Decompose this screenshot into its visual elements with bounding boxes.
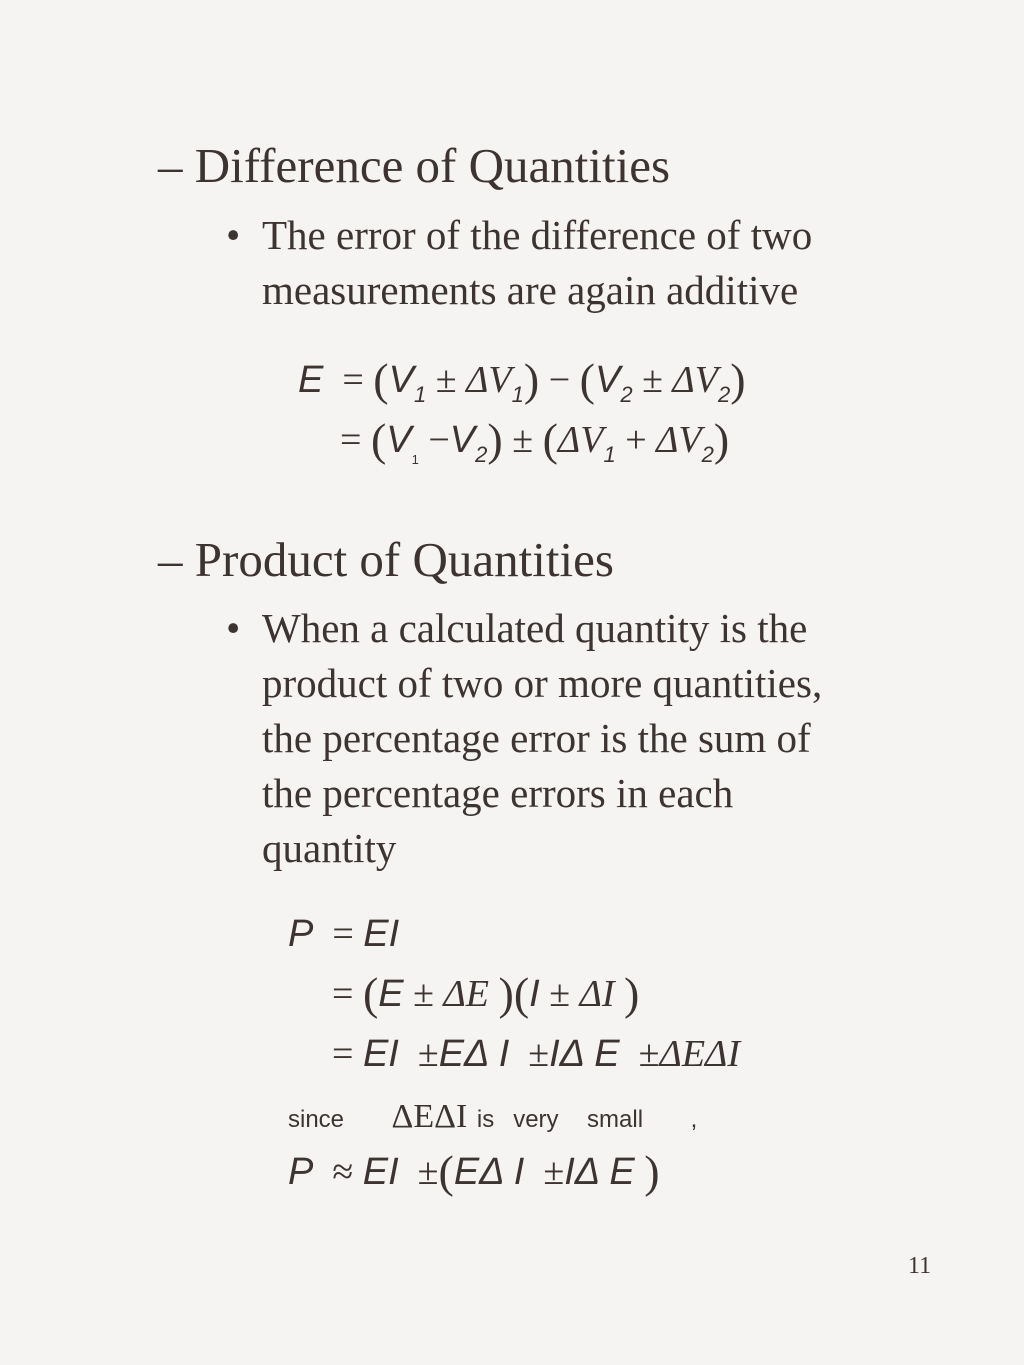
bullet-line: the percentage errors in each xyxy=(262,770,734,816)
bullet-symbol: • xyxy=(226,605,241,651)
very-word: very xyxy=(513,1106,559,1133)
bullet-line: quantity xyxy=(262,825,397,871)
equation-product-line-1: P = EI xyxy=(288,913,400,955)
since-note xyxy=(288,1093,697,1142)
since-word: since xyxy=(288,1106,345,1133)
bullet-line: the percentage error is the sum of xyxy=(262,715,811,761)
equation-difference-line-1: $E = (V_1 \pm \Delta V_1) - (V_2 \pm \Delta V_2)$ xyxy=(298,354,746,407)
small-word: small xyxy=(587,1106,644,1133)
equation-difference-line-2: = $(V_1 -V_2) \pm (\Delta V_1 + \Delta V_2)$ xyxy=(340,414,730,467)
bullet-line: product of two or more quantities, xyxy=(262,660,823,706)
equation-product-line-3: = EI ±EΔ I ±IΔ E ±ΔEΔI xyxy=(332,1033,740,1075)
bullet-line: When a calculated quantity is the xyxy=(262,605,808,651)
delta-e-delta-i-term: ΔEΔI xyxy=(391,1098,468,1135)
heading-difference-of-quantities: – Difference of Quantities xyxy=(158,138,671,193)
bullet-line: The error of the difference of two xyxy=(262,212,813,258)
equation-product-approximation: P ≈ EI ±(EΔ I ±IΔ E ) xyxy=(288,1146,660,1197)
bullet-line: measurements are again additive xyxy=(262,267,799,313)
bullet-symbol: • xyxy=(226,212,241,258)
comma: , xyxy=(690,1106,698,1133)
equation-product-line-2: = (E ± ΔE )(I ± ΔI ) xyxy=(332,968,640,1019)
page-number: 11 xyxy=(908,1253,932,1279)
heading-product-of-quantities: – Product of Quantities xyxy=(158,532,614,587)
is-word: is xyxy=(476,1106,495,1133)
